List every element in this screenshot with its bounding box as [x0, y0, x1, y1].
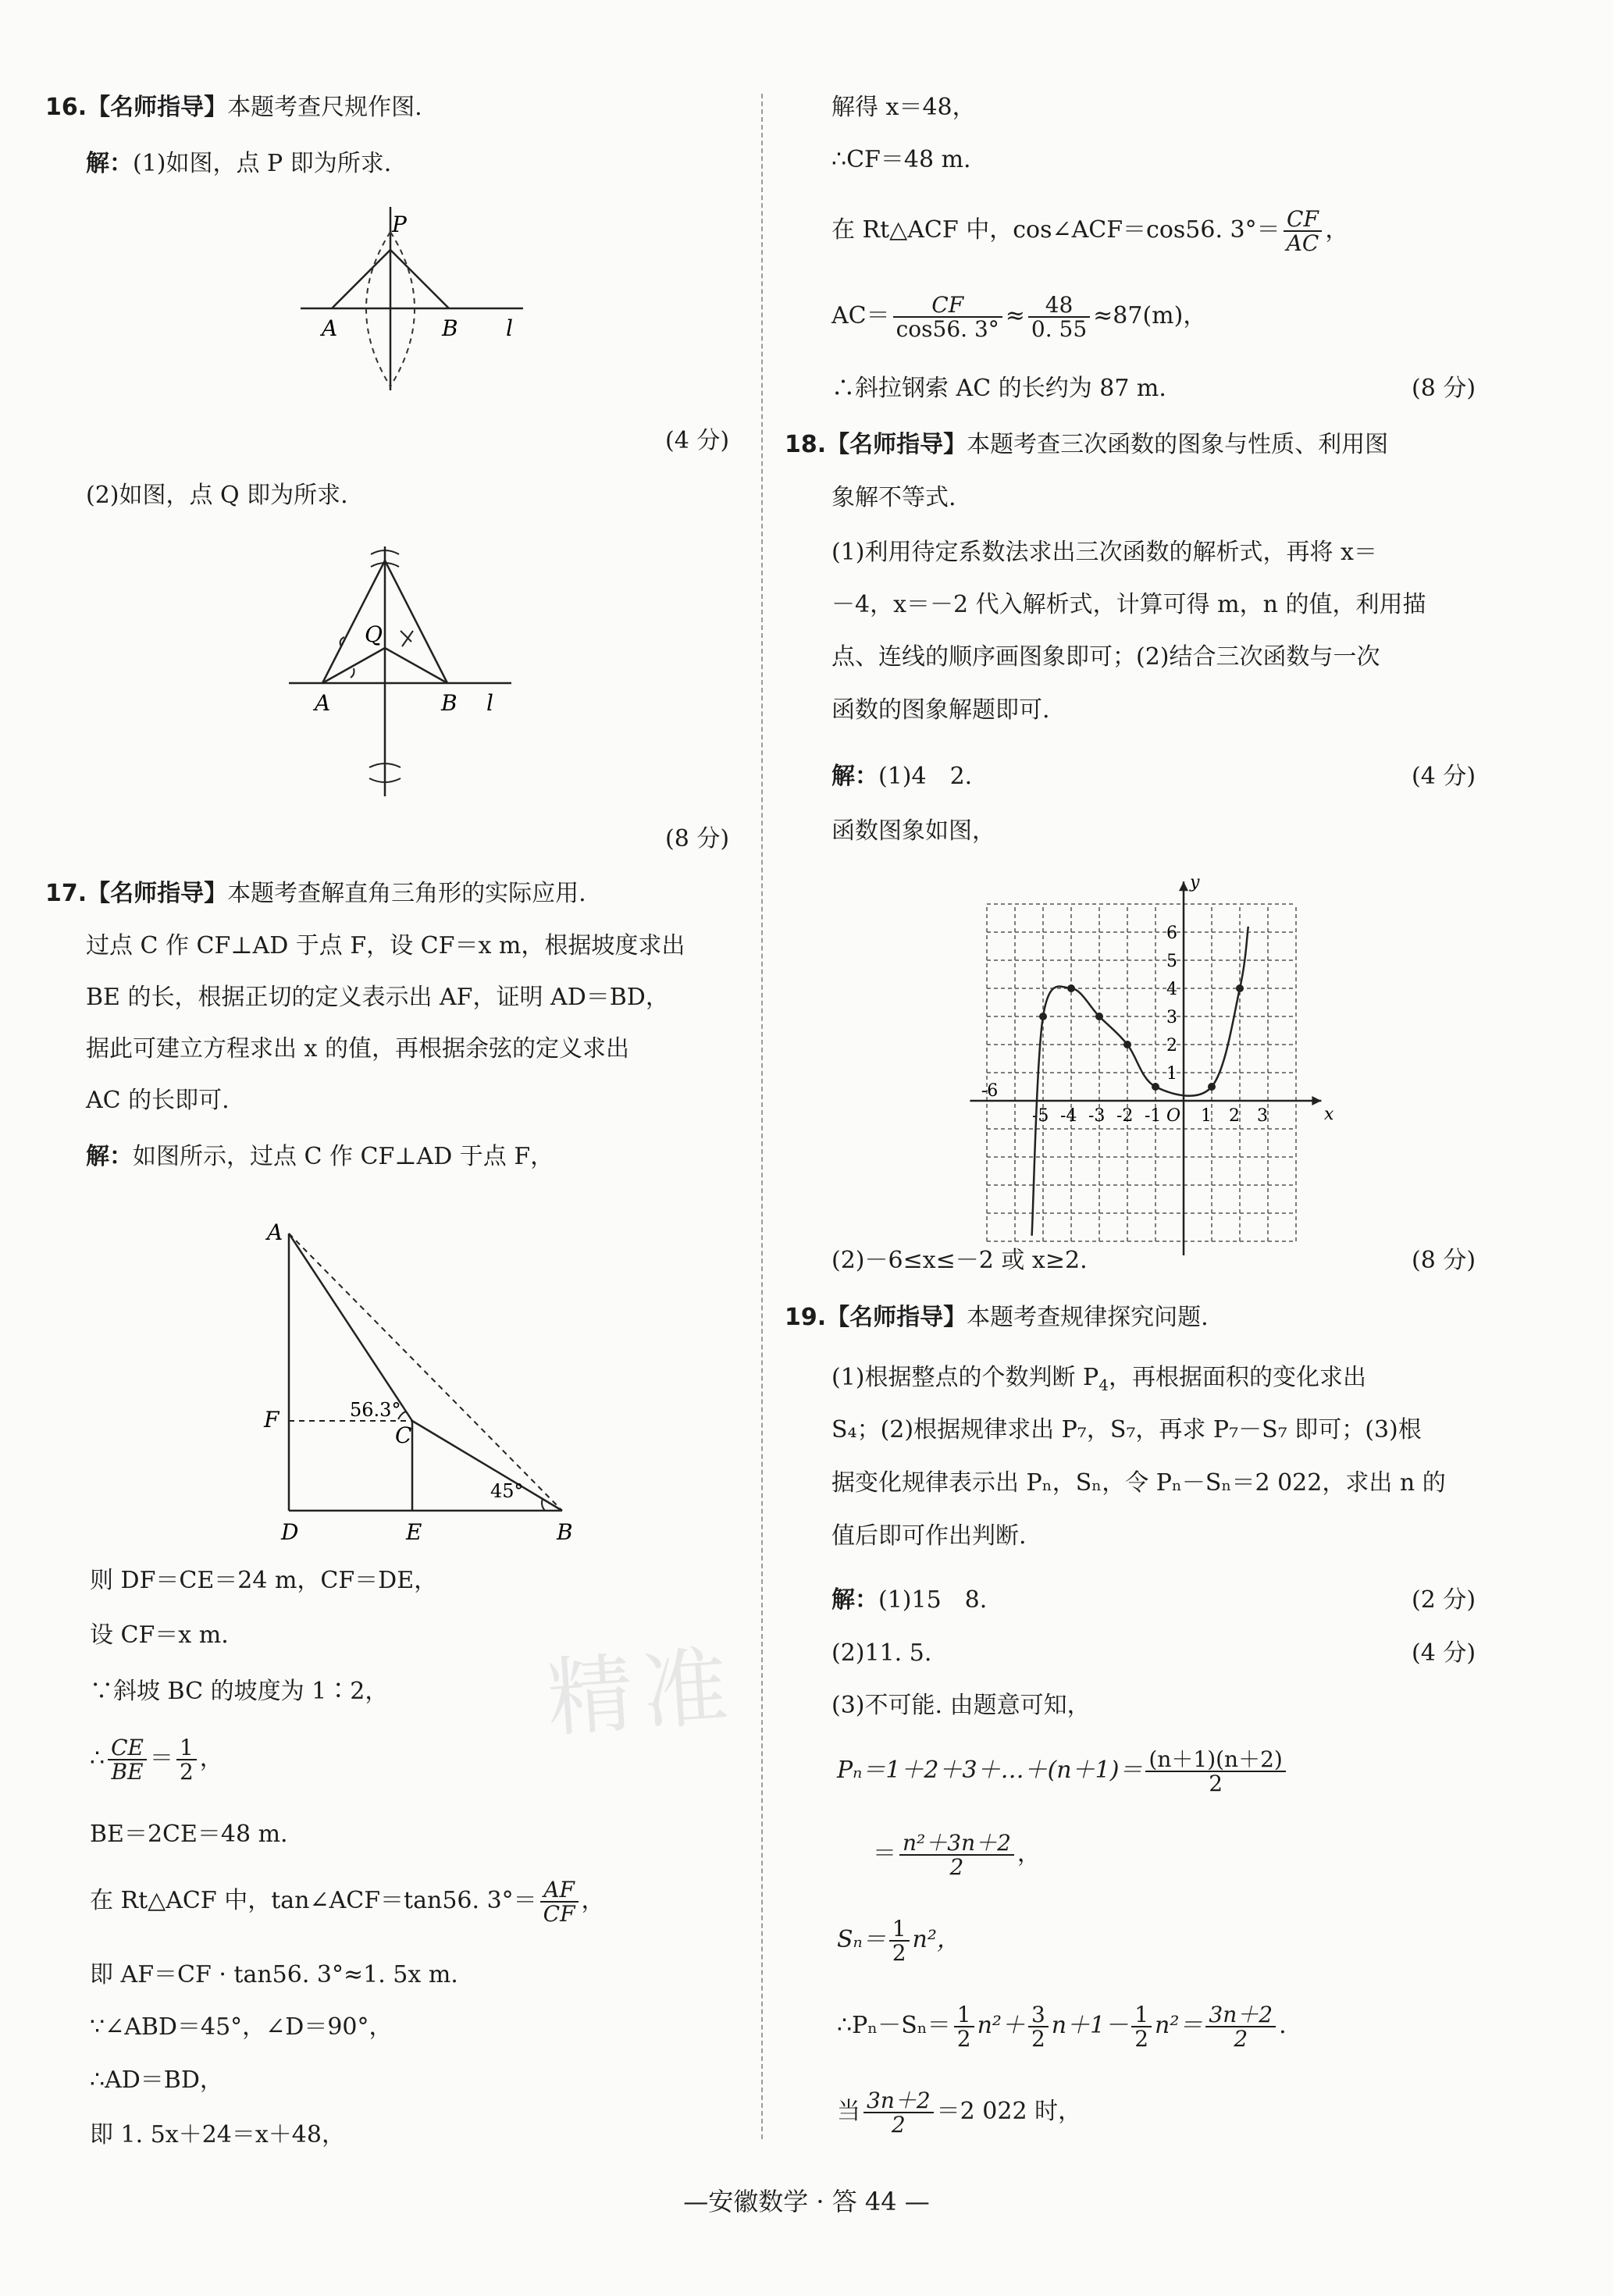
x-tick-label: -3 — [1088, 1106, 1106, 1126]
fraction: $\frac{(n+1)(n+2)}{2}$ — [1145, 1748, 1285, 1796]
fig17-label-angle1: 56.3° — [350, 1399, 401, 1421]
q18-header — [785, 429, 1388, 461]
q17-score: (8 分) — [1412, 375, 1476, 402]
q17-topic: 本题考查解直角三角形的实际应用. — [227, 880, 586, 907]
fraction: $\frac{CE}{BE}$ — [108, 1736, 147, 1784]
fig1-segment-pa — [332, 250, 390, 308]
q17-number: 17. — [45, 880, 87, 907]
fig17-label-c: C — [395, 1422, 412, 1448]
q16-topic: 本题考查尺规作图. — [227, 94, 422, 121]
q19-heading: 【名师指导】 — [826, 1304, 967, 1331]
q19-guide2: S₄；(2)根据规律求出 P₇，S₇，再求 P₇－S₇ 即可；(3)根 — [831, 1416, 1422, 1443]
q17-cont-line5: ∴斜拉钢索 AC 的长约为 87 m. — [831, 375, 1166, 402]
extra-tick-label: -6 — [981, 1081, 999, 1101]
fig2-label-a: A — [315, 690, 331, 716]
q18-ans1-text: (1)4 2. — [878, 763, 973, 790]
q16-score1: (4 分) — [665, 427, 730, 454]
q17-line3: ∵斜坡 BC 的坡度为 1∶2， — [90, 1678, 389, 1705]
fig17-label-e: E — [406, 1519, 422, 1545]
fig17-label-b: B — [557, 1519, 573, 1545]
q16-number: 16. — [45, 94, 87, 121]
fig2-label-b: B — [441, 690, 458, 716]
x-tick-label: 1 — [1201, 1106, 1212, 1126]
fig1-segment-pb — [390, 250, 449, 308]
q17-header — [45, 878, 586, 910]
q17-guide-line: 据此可建立方程求出 x 的值，再根据余弦的定义求出 — [86, 1035, 629, 1063]
y-tick-label: 5 — [1166, 952, 1177, 971]
q17-guide-line: BE 的长，根据正切的定义表示出 AF，证明 AD＝BD， — [86, 984, 669, 1011]
q18-heading: 【名师指导】 — [826, 431, 967, 458]
q19-ans2: (2)11. 5. — [831, 1639, 932, 1667]
fig1-label-p: P — [392, 212, 407, 237]
fraction: $\frac{CF}{\cos 56. 3^\circ}$ — [893, 294, 1002, 341]
fraction: $\frac{1}{2}$ — [1131, 2003, 1152, 2051]
q17-guide-line: 过点 C 作 CF⊥AD 于点 F，设 CF＝x m，根据坡度求出 — [86, 932, 685, 959]
data-point — [1067, 984, 1075, 992]
q18-guide-line: －4，x＝－2 代入解析式，计算可得 m，n 的值，利用描 — [831, 591, 1426, 618]
q19-eq2: ＝ $\frac{\text{n²＋3n＋2}}{2}$ ， — [873, 1829, 1041, 1880]
q18-ans1 — [831, 761, 972, 792]
fig17-label-d: D — [281, 1519, 299, 1545]
q17-sol-label: 解： — [86, 1143, 133, 1170]
fig1-label-l: l — [506, 315, 513, 341]
q19-sol-label: 解： — [831, 1586, 878, 1614]
q19-ans3: (3)不可能. 由题意可知， — [831, 1692, 1091, 1719]
q18-topic: 本题考查三次函数的图象与性质、利用图 — [967, 431, 1389, 458]
y-tick-label: 3 — [1166, 1008, 1177, 1027]
q17-figure — [250, 1218, 578, 1546]
x-tick-label: -1 — [1145, 1106, 1162, 1126]
q18-score1: (4 分) — [1412, 763, 1476, 790]
fig2-label-q: Q — [365, 621, 383, 647]
x-tick-label: O — [1166, 1106, 1181, 1126]
q16-header — [45, 92, 422, 123]
q19-eq5: 当 $\frac{3n+2}{2}$ ＝2 022 时， — [837, 2087, 1082, 2138]
q17-line2: 设 CF＝x m. — [90, 1621, 229, 1649]
q17-line7: 即 AF＝CF · tan56. 3°≈1. 5x m. — [90, 1961, 458, 1988]
q17-heading: 【名师指导】 — [87, 880, 228, 907]
q19-eq3: Sₙ＝ $\frac{1}{2}$ n²， — [837, 1915, 960, 1966]
q17-guide-line: AC 的长即可. — [86, 1087, 230, 1114]
q18-ans2: (2)－6≤x≤－2 或 x≥2. — [831, 1247, 1088, 1274]
q16-part1-text: (1)如图，点 P 即为所求. — [133, 150, 392, 177]
q17-line6: 在 Rt△ACF 中，tan∠ACF＝tan56. 3°＝ $\frac{AF}{CF}$ ， — [90, 1876, 605, 1927]
q19-eq4: ∴Pₙ－Sₙ＝ $\frac{1}{2}$ n²＋ $\frac{3}{2}$ n＋1－ $\frac{1}{2}$ n²＝ $\frac{3n+2}{2}$ . — [837, 2001, 1287, 2052]
column-divider — [761, 94, 763, 2139]
q19-score2: (4 分) — [1412, 1639, 1476, 1667]
q17-line4: ∴ $\frac{CE}{BE}$ ＝ $\frac{1}{2}$ ， — [90, 1734, 223, 1785]
q19-number: 19. — [785, 1304, 827, 1331]
q17-line8: ∵∠ABD＝45°，∠D＝90°， — [90, 2013, 393, 2041]
fraction: $\frac{1}{2}$ — [176, 1736, 197, 1784]
q19-ans1-text: (1)15 8. — [878, 1586, 988, 1614]
fig2-label-l: l — [486, 690, 493, 716]
data-point — [1236, 984, 1244, 992]
q18-number: 18. — [785, 431, 827, 458]
fig17-side-ac — [289, 1233, 412, 1421]
fraction: $\frac{1}{2}$ — [889, 1917, 910, 1965]
q18-graph-intro: 函数图象如图， — [831, 817, 995, 845]
fraction: $\frac{AF}{CF}$ — [540, 1878, 579, 1926]
x-tick-label: 2 — [1229, 1106, 1240, 1126]
q16-part2: (2)如图，点 Q 即为所求. — [86, 482, 348, 509]
fig17-dashed-ab — [289, 1233, 562, 1511]
fig17-label-angle2: 45° — [490, 1480, 524, 1502]
fraction: $\frac{3}{2}$ — [1028, 2003, 1049, 2051]
fraction: $\frac{3n+2}{2}$ — [863, 2089, 934, 2137]
q16-sol-label: 解： — [86, 150, 133, 177]
q18-guide-line: 点、连线的顺序画图象即可；(2)结合三次函数与一次 — [831, 643, 1380, 671]
q17-line1: 则 DF＝CE＝24 m，CF＝DE， — [90, 1567, 438, 1594]
q19-eq1: Pₙ＝1＋2＋3＋…＋(n＋1)＝ $\frac{(n+1)(n+2)}{2}$ — [837, 1739, 1289, 1802]
q19-ans1 — [831, 1585, 987, 1616]
q17-cont-line3: 在 Rt△ACF 中，cos∠ACF＝cos56. 3°＝ $\frac{CF}{AC}$ ， — [831, 205, 1349, 256]
function-curve — [1032, 927, 1248, 1236]
q17-line5: BE＝2CE＝48 m. — [90, 1821, 288, 1848]
x-axis-arrow — [1312, 1096, 1321, 1105]
q18-function-graph — [981, 873, 1335, 1233]
q19-topic: 本题考查规律探究问题. — [967, 1304, 1209, 1331]
x-tick-label: -5 — [1032, 1106, 1049, 1126]
x-axis-label: x — [1324, 1105, 1334, 1124]
q19-guide1: (1)根据整点的个数判断 $P_4$，再根据面积的变化求出 — [831, 1364, 1366, 1394]
q17-cont-line4: AC＝ $\frac{CF}{\cos 56. 3^\circ}$ ≈ $\frac{48}{0. 55}$ ≈87(m)， — [831, 291, 1207, 342]
x-tick-label: -2 — [1116, 1106, 1134, 1126]
q16-heading: 【名师指导】 — [87, 94, 228, 121]
watermark: 精准 — [543, 1636, 741, 1750]
y-tick-label: 4 — [1166, 980, 1177, 999]
data-point — [1095, 1013, 1103, 1020]
y-tick-label: 1 — [1166, 1064, 1177, 1084]
q16-part1 — [86, 148, 391, 180]
q18-sol-label: 解： — [831, 763, 878, 790]
q17-sol-intro — [86, 1141, 554, 1173]
q18-guide-line: (1)利用待定系数法求出三次函数的解析式，再将 x＝ — [831, 539, 1377, 566]
data-point — [1152, 1083, 1159, 1091]
q19-score1: (2 分) — [1412, 1586, 1476, 1614]
q19-guide3: 据变化规律表示出 Pₙ，Sₙ，令 Pₙ－Sₙ＝2 022，求出 n 的 — [831, 1469, 1446, 1497]
fig17-label-a: A — [267, 1219, 283, 1245]
fraction: $\frac{CF}{AC}$ — [1284, 208, 1323, 255]
q16-score2: (8 分) — [665, 825, 730, 853]
fig1-label-b: B — [442, 315, 458, 341]
q17-cont-line1: 解得 x＝48， — [831, 94, 976, 121]
fraction: $\frac{3n+2}{2}$ — [1205, 2003, 1276, 2051]
q16-figure-2 — [277, 531, 543, 804]
fig17-label-f: F — [264, 1407, 280, 1433]
q17-line10: 即 1. 5x＋24＝x＋48， — [90, 2121, 345, 2148]
q18-guide-line: 函数的图象解题即可. — [831, 696, 1050, 724]
fraction: $\frac{\text{n²＋3n＋2}}{2}$ — [899, 1831, 1014, 1879]
data-point — [1039, 1013, 1047, 1020]
q19-header — [785, 1302, 1209, 1333]
q18-topic2: 象解不等式. — [831, 484, 956, 511]
q19-guide4: 值后即可作出判断. — [831, 1522, 1027, 1550]
y-axis-arrow — [1179, 881, 1188, 891]
fig17-side-cb — [412, 1421, 562, 1511]
fig1-label-a: A — [322, 315, 338, 341]
fig2-arc-mark — [401, 631, 413, 646]
y-axis-label: y — [1190, 873, 1200, 893]
q17-sol-intro-text: 如图所示，过点 C 作 CF⊥AD 于点 F， — [133, 1143, 554, 1170]
fraction: $\frac{1}{2}$ — [954, 2003, 974, 2051]
data-point — [1208, 1083, 1216, 1091]
fig2-tick-angle — [351, 668, 354, 678]
q16-figure-1 — [289, 199, 539, 402]
x-tick-label: -4 — [1060, 1106, 1077, 1126]
y-tick-label: 2 — [1166, 1036, 1177, 1055]
q17-cont-line2: ∴CF＝48 m. — [831, 146, 971, 173]
page-footer: —安徽数学 · 答 44 — — [683, 2187, 930, 2216]
y-tick-label: 6 — [1166, 924, 1177, 943]
x-tick-label: 3 — [1257, 1106, 1268, 1126]
q18-score2: (8 分) — [1412, 1247, 1476, 1274]
data-point — [1123, 1041, 1131, 1048]
fraction: $\frac{48}{0. 55}$ — [1028, 294, 1090, 341]
q17-line9: ∴AD＝BD， — [90, 2066, 223, 2094]
